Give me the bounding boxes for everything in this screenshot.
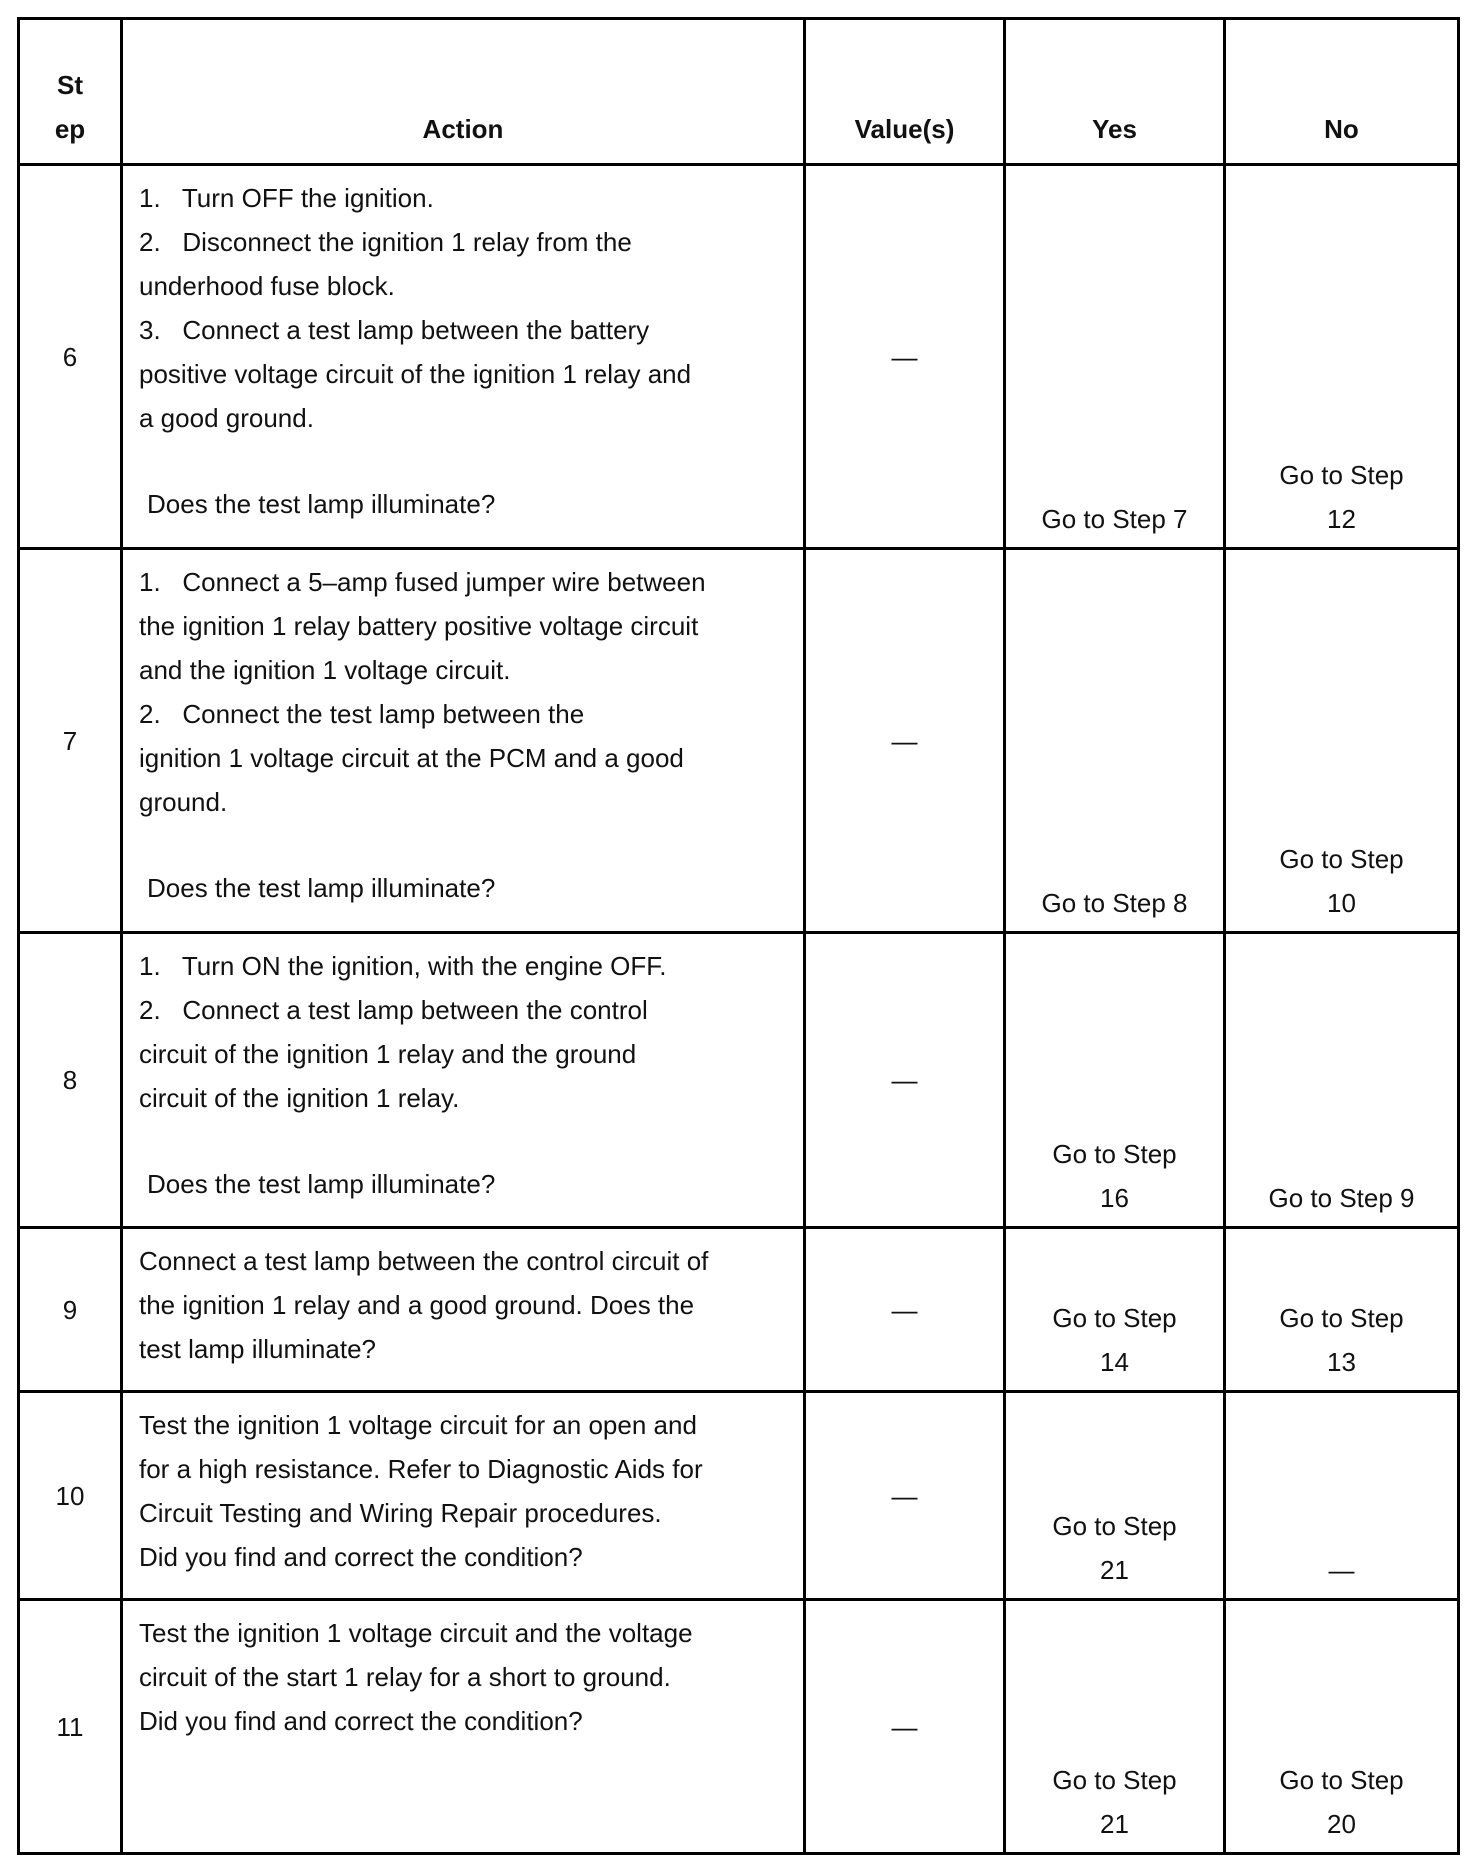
table-row <box>19 1392 1459 1600</box>
action-cell: 1. Turn ON the ignition, with the engine OFF. 2. Connect a test lamp between the control circuit of the ignition 1 relay and the ground circuit of the ignition 1 relay. Does the test lamp illuminate? <box>122 933 805 1228</box>
step-number: 11 <box>19 1600 122 1854</box>
action-question: Does the test lamp illuminate? <box>147 1169 496 1199</box>
yes-cell: Go to Step 8 <box>1005 549 1225 933</box>
header-no: No <box>1225 19 1459 165</box>
value-cell: — <box>805 933 1005 1228</box>
value-cell: — <box>805 165 1005 549</box>
step-number: 9 <box>19 1228 122 1392</box>
table-row <box>19 549 1459 933</box>
header-row <box>19 19 1459 165</box>
step-number: 6 <box>19 165 122 549</box>
header-step: St ep <box>19 19 122 165</box>
action-cell: Test the ignition 1 voltage circuit and the voltage circuit of the start 1 relay for a short to ground. Did you find and correct the condition? <box>122 1600 805 1854</box>
action-cell: Connect a test lamp between the control circuit of the ignition 1 relay and a good ground. Does the test lamp illuminate? <box>122 1228 805 1392</box>
yes-cell: Go to Step 21 <box>1005 1392 1225 1600</box>
table-row <box>19 933 1459 1228</box>
step-number: 10 <box>19 1392 122 1600</box>
action-cell: Test the ignition 1 voltage circuit for an open and for a high resistance. Refer to Diagnostic Aids for Circuit Testing and Wiring Repair procedures. Did you find and correct the condition? <box>122 1392 805 1600</box>
header-values: Value(s) <box>805 19 1005 165</box>
yes-cell: Go to Step 14 <box>1005 1228 1225 1392</box>
no-cell: — <box>1225 1392 1459 1600</box>
yes-cell: Go to Step 16 <box>1005 933 1225 1228</box>
header-action: Action <box>122 19 805 165</box>
action-cell: 1. Turn OFF the ignition. 2. Disconnect the ignition 1 relay from the underhood fuse block. 3. Connect a test lamp between the battery positive voltage circuit of the ignition 1 relay and a good ground. Does the test lamp illuminate? <box>122 165 805 549</box>
header-yes: Yes <box>1005 19 1225 165</box>
table-row <box>19 1600 1459 1854</box>
value-cell: — <box>805 1228 1005 1392</box>
no-cell: Go to Step 20 <box>1225 1600 1459 1854</box>
value-cell: — <box>805 1392 1005 1600</box>
yes-cell: Go to Step 7 <box>1005 165 1225 549</box>
table-row <box>19 165 1459 549</box>
value-cell: — <box>805 1600 1005 1854</box>
no-cell: Go to Step 9 <box>1225 933 1459 1228</box>
step-number: 7 <box>19 549 122 933</box>
action-question: Does the test lamp illuminate? <box>147 489 496 519</box>
action-question: Does the test lamp illuminate? <box>147 873 496 903</box>
diagnostic-table <box>17 17 1460 1855</box>
no-cell: Go to Step 12 <box>1225 165 1459 549</box>
action-cell: 1. Connect a 5–amp fused jumper wire between the ignition 1 relay battery positive voltage circuit and the ignition 1 voltage circuit. 2. Connect the test lamp between the ignition 1 voltage circuit at the PCM and a good ground. Does the test lamp illuminate? <box>122 549 805 933</box>
step-number: 8 <box>19 933 122 1228</box>
yes-cell: Go to Step 21 <box>1005 1600 1225 1854</box>
no-cell: Go to Step 13 <box>1225 1228 1459 1392</box>
table-row <box>19 1228 1459 1392</box>
value-cell: — <box>805 549 1005 933</box>
no-cell: Go to Step 10 <box>1225 549 1459 933</box>
